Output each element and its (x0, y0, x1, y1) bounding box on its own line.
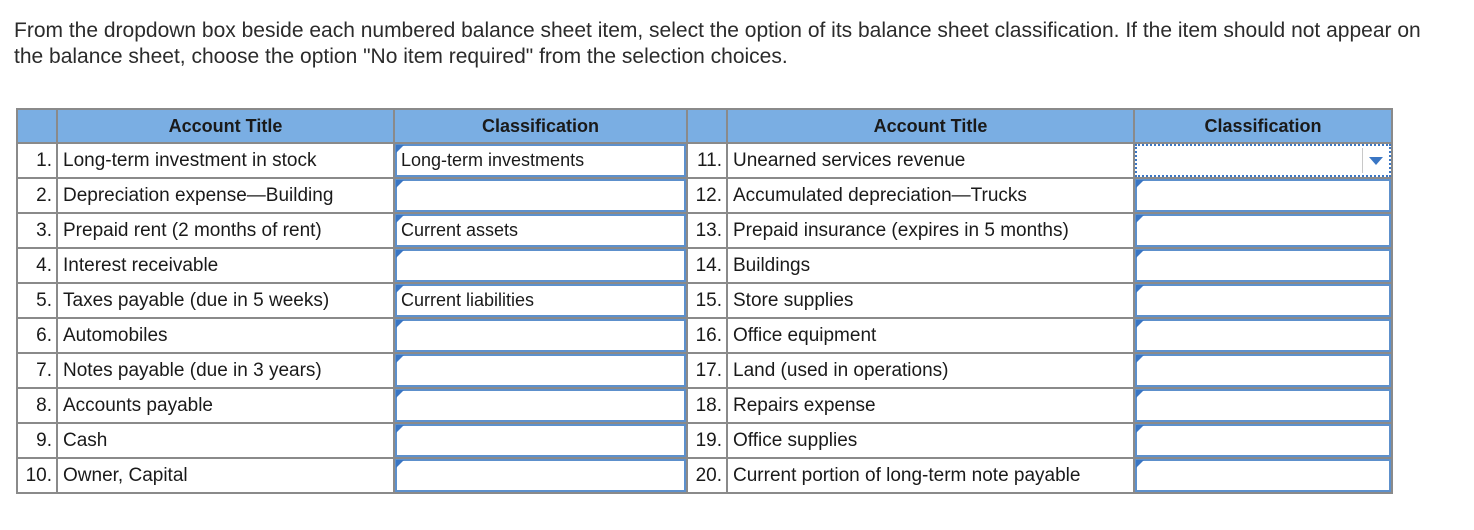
dropdown-corner-marker-icon (396, 215, 404, 223)
account-title-cell: Taxes payable (due in 5 weeks) (57, 283, 394, 318)
classification-dropdown[interactable] (1135, 424, 1391, 457)
account-title-cell: Depreciation expense—Building (57, 178, 394, 213)
dropdown-corner-marker-icon (1136, 180, 1144, 188)
table-row (17, 143, 1392, 178)
table-row (17, 213, 1392, 248)
dropdown-corner-marker-icon (396, 320, 404, 328)
classification-cell (394, 423, 687, 458)
dropdown-corner-marker-icon (1136, 215, 1144, 223)
classification-dropdown[interactable] (395, 319, 686, 352)
item-number: 20. (687, 458, 727, 493)
dropdown-corner-marker-icon (396, 425, 404, 433)
classification-cell (1134, 388, 1392, 423)
classification-cell (394, 178, 687, 213)
classification-cell (394, 143, 687, 178)
classification-dropdown[interactable] (395, 354, 686, 387)
item-number: 16. (687, 318, 727, 353)
dropdown-corner-marker-icon (1136, 355, 1144, 363)
table-row (17, 458, 1392, 493)
classification-dropdown[interactable] (1135, 389, 1391, 422)
classification-cell (394, 353, 687, 388)
header-classification-left: Classification (394, 109, 687, 143)
dropdown-selected-value: Long-term investments (401, 150, 585, 170)
account-title-cell: Land (used in operations) (727, 353, 1134, 388)
dropdown-corner-marker-icon (1136, 425, 1144, 433)
classification-cell (1134, 213, 1392, 248)
classification-cell (394, 283, 687, 318)
classification-dropdown[interactable] (1135, 354, 1391, 387)
classification-cell (394, 458, 687, 493)
classification-dropdown[interactable] (395, 424, 686, 457)
item-number: 5. (17, 283, 57, 318)
dropdown-corner-marker-icon (396, 390, 404, 398)
classification-dropdown[interactable] (395, 389, 686, 422)
classification-dropdown[interactable] (395, 249, 686, 282)
table-header-row (17, 109, 1392, 143)
classification-cell (394, 213, 687, 248)
dropdown-toggle[interactable] (1362, 148, 1389, 173)
item-number: 9. (17, 423, 57, 458)
table-row (17, 178, 1392, 213)
dropdown-corner-marker-icon (396, 355, 404, 363)
account-title-cell: Accumulated depreciation—Trucks (727, 178, 1134, 213)
dropdown-selected-value: Current assets (401, 220, 519, 240)
classification-dropdown[interactable] (1135, 249, 1391, 282)
classification-dropdown[interactable] (395, 179, 686, 212)
header-account-title-left: Account Title (57, 109, 394, 143)
table-row (17, 318, 1392, 353)
account-title-cell: Automobiles (57, 318, 394, 353)
dropdown-corner-marker-icon (396, 460, 404, 468)
item-number: 1. (17, 143, 57, 178)
dropdown-corner-marker-icon (1136, 460, 1144, 468)
header-classification-right: Classification (1134, 109, 1392, 143)
item-number: 10. (17, 458, 57, 493)
chevron-down-icon (1369, 157, 1383, 165)
classification-cell (1134, 178, 1392, 213)
classification-dropdown[interactable] (395, 459, 686, 492)
table-row (17, 423, 1392, 458)
header-account-title-right: Account Title (727, 109, 1134, 143)
account-title-cell: Interest receivable (57, 248, 394, 283)
classification-dropdown[interactable] (395, 284, 686, 317)
table-row (17, 248, 1392, 283)
item-number: 14. (687, 248, 727, 283)
classification-dropdown[interactable] (395, 144, 686, 177)
dropdown-corner-marker-icon (396, 180, 404, 188)
account-title-cell: Long-term investment in stock (57, 143, 394, 178)
classification-cell (394, 318, 687, 353)
item-number: 13. (687, 213, 727, 248)
classification-dropdown[interactable] (1135, 284, 1391, 317)
table-row (17, 283, 1392, 318)
item-number: 4. (17, 248, 57, 283)
classification-cell (394, 248, 687, 283)
account-title-cell: Unearned services revenue (727, 143, 1134, 178)
classification-dropdown[interactable] (1135, 144, 1391, 177)
item-number: 15. (687, 283, 727, 318)
account-title-cell: Office equipment (727, 318, 1134, 353)
table-row (17, 353, 1392, 388)
classification-dropdown[interactable] (1135, 214, 1391, 247)
classification-dropdown[interactable] (395, 214, 686, 247)
account-title-cell: Prepaid insurance (expires in 5 months) (727, 213, 1134, 248)
account-title-cell: Cash (57, 423, 394, 458)
classification-table (16, 108, 1393, 494)
item-number: 2. (17, 178, 57, 213)
dropdown-corner-marker-icon (396, 250, 404, 258)
classification-cell (1134, 458, 1392, 493)
item-number: 11. (687, 143, 727, 178)
classification-dropdown[interactable] (1135, 179, 1391, 212)
item-number: 18. (687, 388, 727, 423)
dropdown-corner-marker-icon (1136, 390, 1144, 398)
account-title-cell: Repairs expense (727, 388, 1134, 423)
classification-cell (1134, 248, 1392, 283)
item-number: 3. (17, 213, 57, 248)
account-title-cell: Prepaid rent (2 months of rent) (57, 213, 394, 248)
dropdown-corner-marker-icon (1136, 285, 1144, 293)
item-number: 6. (17, 318, 57, 353)
item-number: 8. (17, 388, 57, 423)
header-blank-left (17, 109, 57, 143)
classification-cell (1134, 353, 1392, 388)
table-row (17, 388, 1392, 423)
account-title-cell: Store supplies (727, 283, 1134, 318)
instructions-text: From the dropdown box beside each numbered balance sheet item, select the option of its balance sheet classification. If the item should not appear on the balance sheet, choose the option "No item required" from the selection choices. (14, 19, 1421, 68)
dropdown-corner-marker-icon (396, 145, 404, 153)
account-title-cell: Buildings (727, 248, 1134, 283)
header-blank-right (687, 109, 727, 143)
item-number: 19. (687, 423, 727, 458)
account-title-cell: Office supplies (727, 423, 1134, 458)
item-number: 12. (687, 178, 727, 213)
account-title-cell: Notes payable (due in 3 years) (57, 353, 394, 388)
dropdown-corner-marker-icon (396, 285, 404, 293)
account-title-cell: Accounts payable (57, 388, 394, 423)
classification-cell (1134, 143, 1392, 178)
classification-cell (1134, 283, 1392, 318)
dropdown-corner-marker-icon (1136, 250, 1144, 258)
item-number: 7. (17, 353, 57, 388)
classification-cell (394, 388, 687, 423)
dropdown-corner-marker-icon (1136, 320, 1144, 328)
classification-cell (1134, 423, 1392, 458)
account-title-cell: Owner, Capital (57, 458, 394, 493)
dropdown-selected-value: Current liabilities (401, 290, 535, 310)
classification-cell (1134, 318, 1392, 353)
item-number: 17. (687, 353, 727, 388)
account-title-cell: Current portion of long-term note payable (727, 458, 1134, 493)
classification-dropdown[interactable] (1135, 319, 1391, 352)
classification-dropdown[interactable] (1135, 459, 1391, 492)
